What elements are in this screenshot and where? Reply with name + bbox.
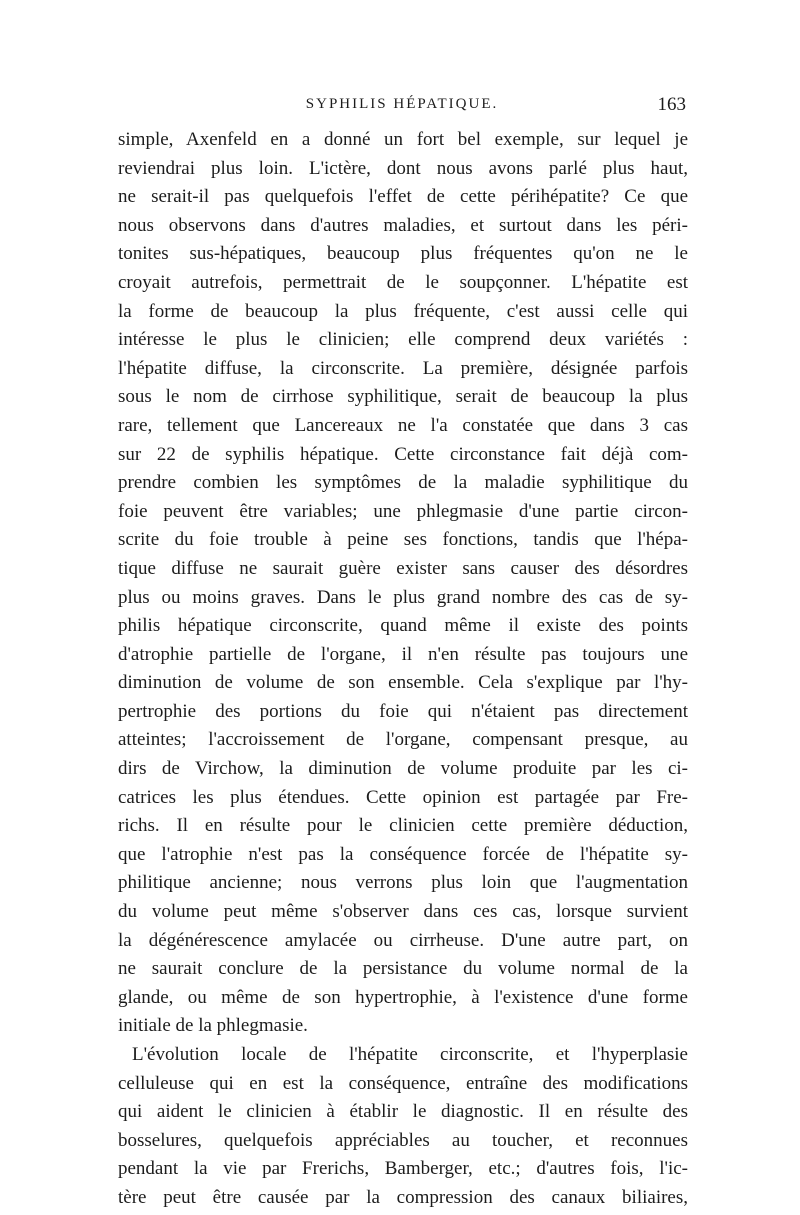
text-line: diminution de volume de son ensemble. Cela s'explique par l'hy-: [118, 672, 688, 694]
text-line: sous le nom de cirrhose syphilitique, serait de beaucoup la plus: [118, 386, 688, 408]
text-line: catrices les plus étendues. Cette opinion est partagée par Fre-: [118, 786, 688, 808]
running-head: SYPHILIS HÉPATIQUE.: [305, 96, 499, 112]
text-line: croyait autrefois, permettrait de le soupçonner. L'hépatite est: [118, 271, 688, 293]
text-line: rare, tellement que Lancereaux ne l'a constatée que dans 3 cas: [118, 414, 688, 436]
text-line: la forme de beaucoup la plus fréquente, c'est aussi celle qui: [118, 300, 688, 322]
text-line: la dégénérescence amylacée ou cirrheuse. D'une autre part, on: [118, 929, 688, 951]
text-line: d'atrophie partielle de l'organe, il n'en résulte pas toujours une: [118, 643, 688, 665]
text-line: celluleuse qui en est la conséquence, entraîne des modifications: [118, 1072, 688, 1094]
text-line: qui aident le clinicien à établir le diagnostic. Il en résulte des: [118, 1101, 688, 1123]
text-line: philis hépatique circonscrite, quand même il existe des points: [118, 615, 688, 637]
text-line: du volume peut même s'observer dans ces cas, lorsque survient: [118, 901, 688, 923]
body-text: [118, 126, 688, 1213]
text-line: ne saurait conclure de la persistance du volume normal de la: [118, 958, 688, 980]
text-line: philitique ancienne; nous verrons plus loin que l'augmentation: [118, 872, 688, 894]
text-line: foie peuvent être variables; une phlegmasie d'une partie circon-: [118, 500, 688, 522]
text-line: pertrophie des portions du foie qui n'étaient pas directement: [118, 700, 688, 722]
text-line: glande, ou même de son hypertrophie, à l'existence d'une forme: [118, 986, 688, 1008]
text-line: bosselures, quelquefois appréciables au toucher, et reconnues: [118, 1129, 688, 1151]
text-line: l'hépatite diffuse, la circonscrite. La première, désignée parfois: [118, 357, 688, 379]
text-line: sur 22 de syphilis hépatique. Cette circonstance fait déjà com-: [118, 443, 688, 465]
text-line: tère peut être causée par la compression des canaux biliaires,: [118, 1186, 688, 1208]
text-line: tonites sus-hépatiques, beaucoup plus fréquentes qu'on ne le: [118, 243, 688, 265]
text-line: reviendrai plus loin. L'ictère, dont nous avons parlé plus haut,: [118, 157, 688, 179]
text-line: richs. Il en résulte pour le clinicien cette première déduction,: [118, 815, 688, 837]
paragraph-start-line: L'évolution locale de l'hépatite circonscrite, et l'hyperplasie: [132, 1044, 688, 1065]
text-line: plus ou moins graves. Dans le plus grand nombre des cas de sy-: [118, 586, 688, 608]
text-line: intéresse le plus le clinicien; elle comprend deux variétés :: [118, 329, 688, 351]
text-line: atteintes; l'accroissement de l'organe, compensant presque, au: [118, 729, 688, 751]
text-line: nous observons dans d'autres maladies, et surtout dans les péri-: [118, 214, 688, 236]
text-line: scrite du foie trouble à peine ses fonctions, tandis que l'hépa-: [118, 529, 688, 551]
page-number: 163: [657, 94, 686, 115]
text-line: que l'atrophie n'est pas la conséquence forcée de l'hépatite sy-: [118, 843, 688, 865]
text-line: pendant la vie par Frerichs, Bamberger, etc.; d'autres fois, l'ic-: [118, 1158, 688, 1180]
page-header: [118, 96, 686, 122]
text-line: dirs de Virchow, la diminution de volume produite par les ci-: [118, 758, 688, 780]
text-line: ne serait-il pas quelquefois l'effet de cette périhépatite? Ce que: [118, 186, 688, 208]
paragraph-end-line: initiale de la phlegmasie.: [118, 1015, 308, 1037]
text-line: tique diffuse ne saurait guère exister sans causer des désordres: [118, 557, 688, 579]
text-line: simple, Axenfeld en a donné un fort bel exemple, sur lequel je: [118, 129, 688, 150]
text-line: prendre combien les symptômes de la maladie syphilitique du: [118, 472, 688, 494]
